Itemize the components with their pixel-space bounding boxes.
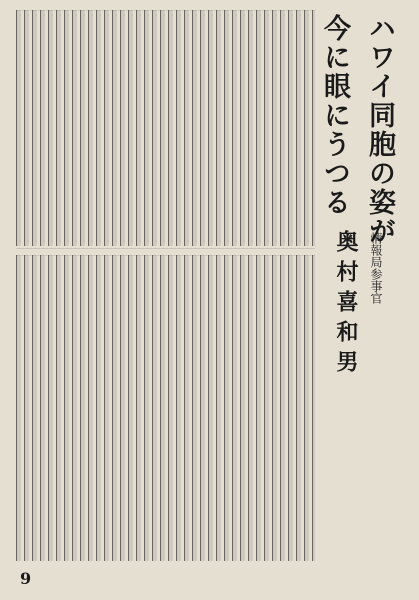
article-text-block-upper (16, 10, 315, 246)
title-line-2: 今に眼にうつる (319, 14, 350, 217)
author-affiliation: 情報局参事官 (369, 232, 383, 304)
title-line-1: ハワイ同胞の姿が (364, 14, 395, 246)
byline (333, 230, 385, 400)
article-body (16, 10, 315, 570)
page-number: 9 (20, 569, 32, 588)
column-divider (16, 248, 315, 249)
author-name: 奥村喜和男 (333, 230, 359, 380)
article-text-block-lower (16, 255, 315, 561)
